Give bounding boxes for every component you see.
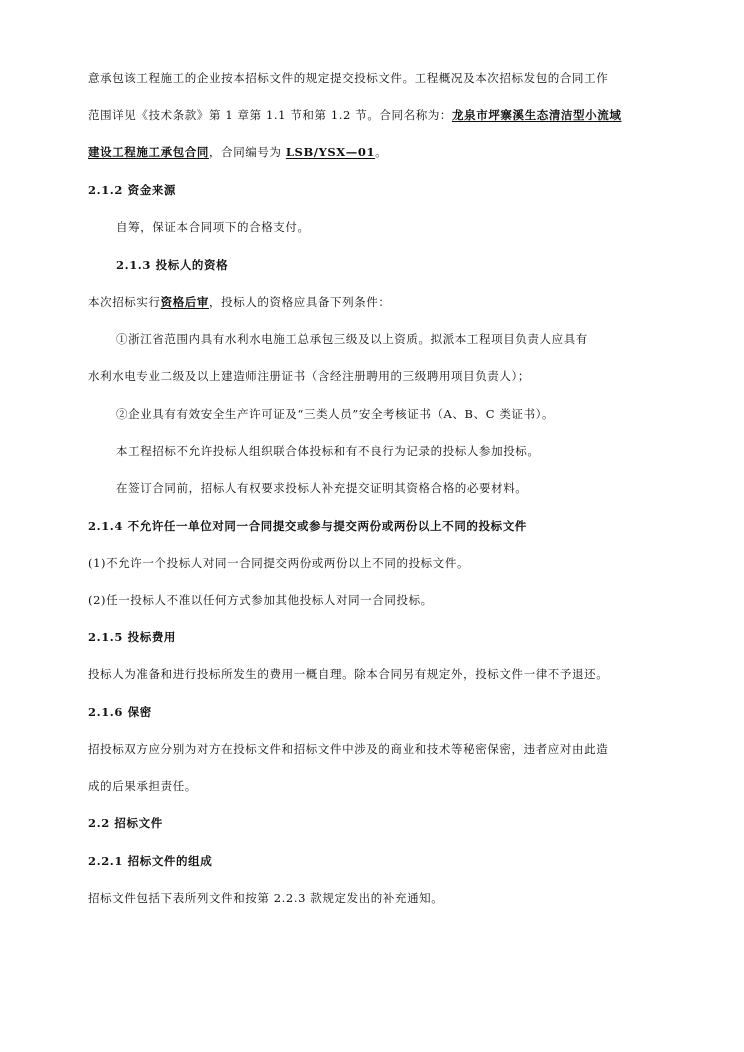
paragraph-line: [88, 107, 621, 123]
paragraph: 投标人为准备和进行投标所发生的费用一概自理。除本合同另有规定外，投标文件一律不予退还。: [88, 667, 609, 681]
contract-name-part1: 龙泉市坪寨溪生态清洁型小流域: [452, 108, 622, 122]
section-heading-2-1-6: 2.1.6 保密: [88, 705, 152, 719]
text: 。: [375, 145, 388, 159]
paragraph: 在签订合同前，招标人有权要求投标人补充提交证明其资格合格的必要材料。: [116, 481, 528, 495]
contract-number: LSB/YSX—01: [285, 145, 376, 159]
paragraph-line: 招投标双方应分别为对方在投标文件和招标文件中涉及的商业和技术等秘密保密，违者应对由此造: [88, 742, 609, 756]
section-heading-2-2-1: 2.2.1 招标文件的组成: [88, 854, 213, 868]
list-item: (1)不允许一个投标人对同一合同提交两份或两份以上不同的投标文件。: [88, 556, 470, 570]
section-heading-2-1-5: 2.1.5 投标费用: [88, 630, 177, 644]
emphasis-post-qualification: 资格后审: [160, 295, 210, 309]
section-heading-2-1-4: 2.1.4 不允许任一单位对同一合同提交或参与提交两份或两份以上不同的投标文件: [88, 519, 527, 533]
section-heading-2-2: 2.2 招标文件: [88, 816, 163, 830]
text: ，投标人的资格应具备下列条件：: [209, 295, 391, 309]
section-heading-2-1-2: 2.1.2 资金来源: [88, 183, 177, 197]
condition-1-line: 水利水电专业二级及以上建造师注册证书（含经注册聘用的三级聘用项目负责人）；: [88, 369, 530, 383]
paragraph: 招标文件包括下表所列文件和按第 2.2.3 款规定发出的补充通知。: [88, 891, 444, 905]
text: 本次招标实行: [88, 295, 161, 309]
paragraph-line: [88, 294, 391, 310]
section-heading-2-1-3: 2.1.3 投标人的资格: [116, 258, 229, 272]
text: 范围详见《技术条款》第 1 章第 1.1 节和第 1.2 节。合同名称为：: [88, 108, 453, 122]
condition-1-line: ①浙江省范围内具有水利水电施工总承包三级及以上资质。拟派本工程项目负责人应具有: [116, 332, 588, 346]
list-item: (2)任一投标人不准以任何方式参加其他投标人对同一合同投标。: [88, 593, 433, 607]
text: ，合同编号为: [209, 145, 286, 159]
condition-2: ②企业具有有效安全生产许可证及“三类人员”安全考核证书（A、B、C 类证书）。: [116, 407, 555, 421]
text: 意承包该工程施工的企业按本招标文件的规定提交投标文件。工程概况及本次招标发包的合同工作: [88, 71, 609, 85]
paragraph-line: [88, 144, 387, 160]
paragraph-line: 成的后果承担责任。: [88, 779, 197, 793]
paragraph: 自筹，保证本合同项下的合格支付。: [116, 220, 310, 234]
paragraph: 本工程招标不允许投标人组织联合体投标和有不良行为记录的投标人参加投标。: [116, 444, 540, 458]
paragraph-line: [88, 70, 608, 86]
contract-name-part2: 建设工程施工承包合同: [88, 145, 209, 159]
